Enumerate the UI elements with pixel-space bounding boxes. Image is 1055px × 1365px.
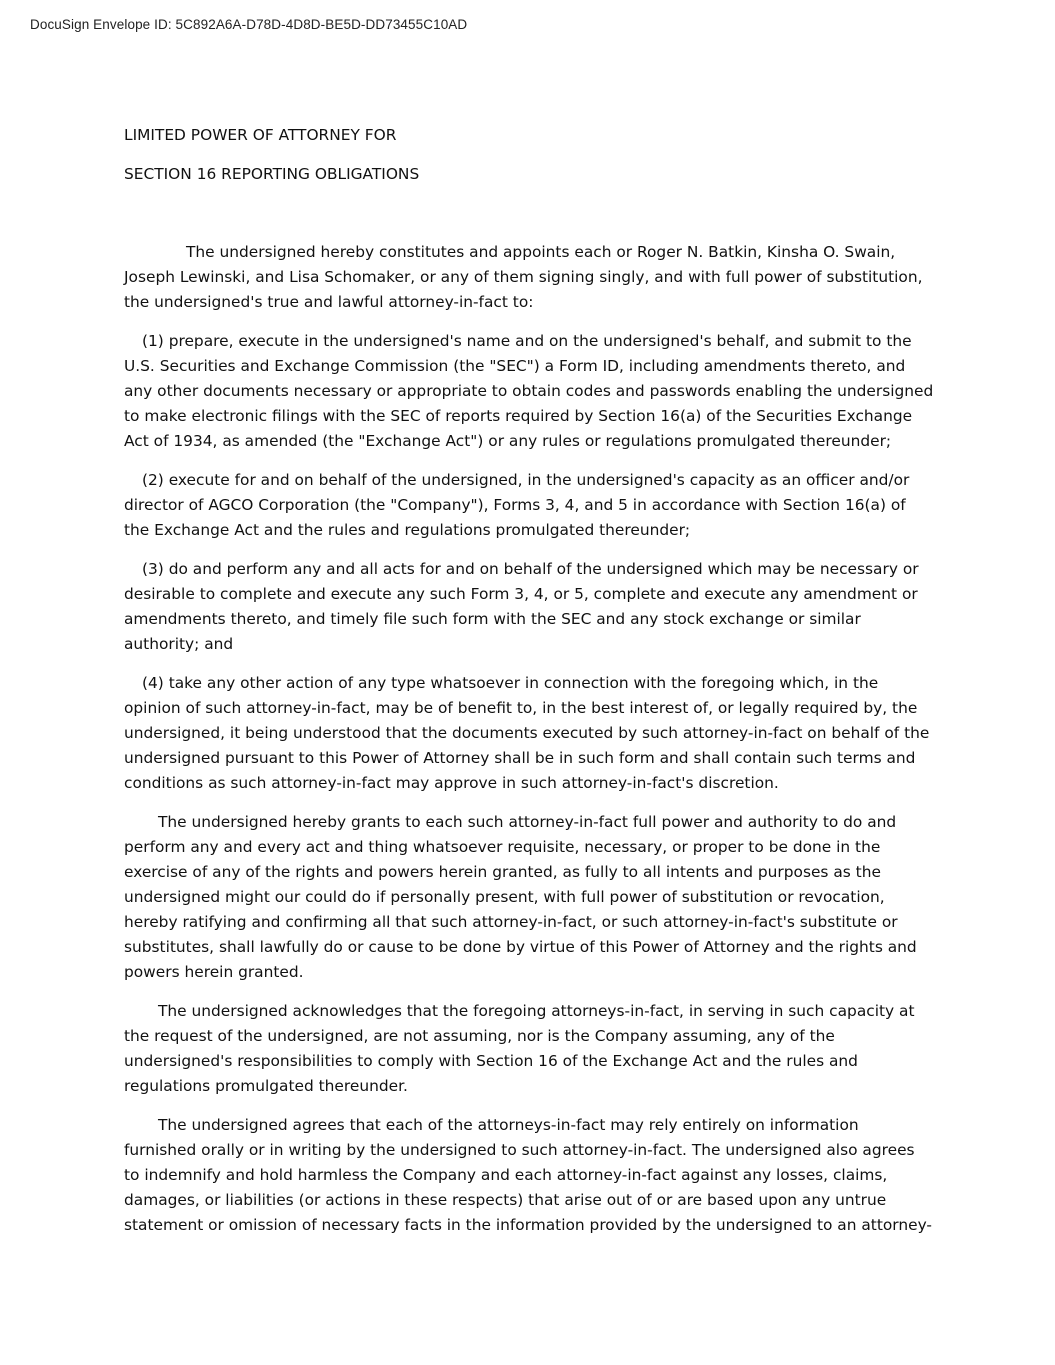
intro-paragraph: The undersigned hereby constitutes and appoints each or Roger N. Batkin, Kinsha O. Swain, Joseph Lewinski, and Lisa Schomaker, or any of them signing singly, and with full power of substitution, the undersigned's true and lawful attorney-in-fact to: xyxy=(124,243,923,311)
list-item-1: (1) prepare, execute in the undersigned's name and on the undersigned's behalf, and submit to the U.S. Securities and Exchange Commission (the "SEC") a Form ID, including amendments thereto, and any other documents necessary or appropriate to obtain codes and passwords enabling the undersigned to make electronic filings with the SEC of reports required by Section 16(a) of the Securities Exchange Act of 1934, as amended (the "Exchange Act") or any rules or regulations promulgated thereunder; xyxy=(124,332,934,450)
list-item-4: (4) take any other action of any type whatsoever in connection with the foregoing which, in the opinion of such attorney-in-fact, may be of benefit to, in the best interest of, or legally required by, the undersigned, it being understood that the documents executed by such attorney-in-fact on behalf of the undersigned pursuant to this Power of Attorney shall be in such form and shall contain such terms and conditions as such attorney-in-fact may approve in such attorney-in-fact's discretion. xyxy=(124,674,930,792)
list-item-3: (3) do and perform any and all acts for and on behalf of the undersigned which may be necessary or desirable to complete and execute any such Form 3, 4, or 5, complete and execute any amendment or amendments thereto, and timely file such form with the SEC and any stock exchange or similar authority; and xyxy=(124,560,919,653)
grant-of-authority-paragraph: The undersigned hereby grants to each such attorney-in-fact full power and authority to do and perform any and every act and thing whatsoever requisite, necessary, or proper to be done in the exercise of any of the rights and powers herein granted, as fully to all intents and purposes as the undersigned might our could do if personally present, with full power of substitution or revocation, hereby ratifying and confirming all that such attorney-in-fact, or such attorney-in-fact's substitute or substitutes, shall lawfully do or cause to be done by virtue of this Power of Attorney and the rights and powers herein granted. xyxy=(124,813,917,981)
document-body xyxy=(124,123,934,1252)
indemnification-paragraph: The undersigned agrees that each of the attorneys-in-fact may rely entirely on information furnished orally or in writing by the undersigned to such attorney-in-fact. The undersigned also agrees to indemnify and hold harmless the Company and each attorney-in-fact against any losses, claims, damages, or liabilities (or actions in these respects) that arise out of or are based upon any untrue statement or omission of necessary facts in the information provided by the undersigned to an attorney- xyxy=(124,1116,932,1234)
document-title-line-2: SECTION 16 REPORTING OBLIGATIONS xyxy=(124,165,420,183)
docusign-envelope-id: DocuSign Envelope ID: 5C892A6A-D78D-4D8D-BE5D-DD73455C10AD xyxy=(30,17,468,32)
acknowledgement-paragraph: The undersigned acknowledges that the foregoing attorneys-in-fact, in serving in such capacity at the request of the undersigned, are not assuming, nor is the Company assuming, any of the undersigned's responsibilities to comply with Section 16 of the Exchange Act and the rules and regulations promulgated thereunder. xyxy=(124,1002,915,1095)
document-title-line-1: LIMITED POWER OF ATTORNEY FOR xyxy=(124,126,397,144)
list-item-2: (2) execute for and on behalf of the undersigned, in the undersigned's capacity as an officer and/or director of AGCO Corporation (the "Company"), Forms 3, 4, and 5 in accordance with Section 16(a) of the Exchange Act and the rules and regulations promulgated thereunder; xyxy=(124,471,910,539)
